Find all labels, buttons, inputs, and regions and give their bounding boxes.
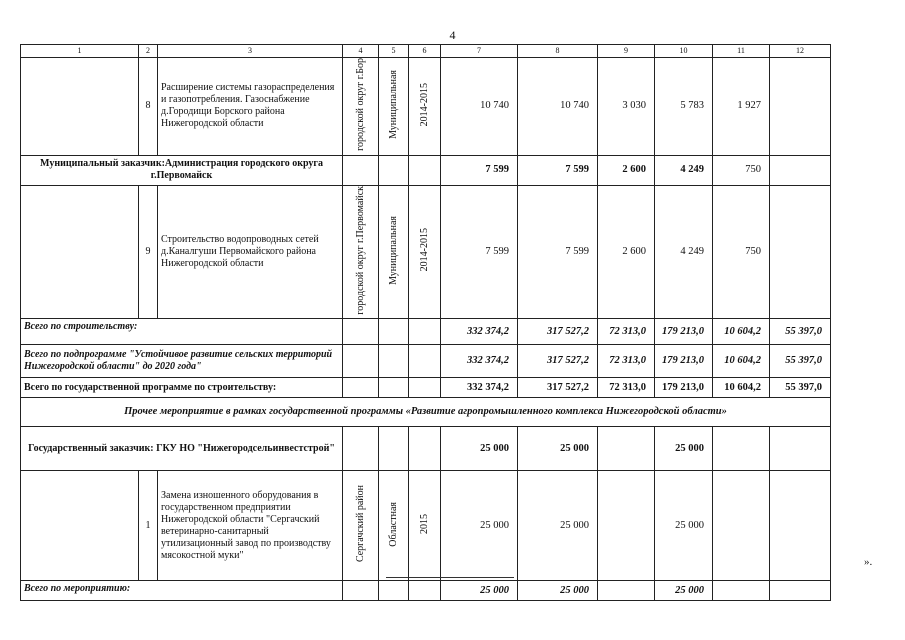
value-col12 xyxy=(770,58,831,156)
territory-text: городской округ г.Бор xyxy=(355,58,366,151)
footer-divider xyxy=(386,577,514,578)
value-col8: 7 599 xyxy=(518,185,598,319)
total-label: Всего по подпрограмме "Устойчивое развитие сельских территорий Нижегородской области" до 2020 года" xyxy=(21,345,343,378)
header-cell: 10 xyxy=(655,45,713,58)
value-col11: 1 927 xyxy=(713,58,770,156)
value-col9: 72 313,0 xyxy=(598,345,655,378)
territory-cell xyxy=(343,185,379,319)
value-col9: 2 600 xyxy=(598,155,655,185)
level-text: Областная xyxy=(388,501,399,547)
empty-cell xyxy=(409,581,441,601)
header-cell: 6 xyxy=(409,45,441,58)
total-label: Всего по мероприятию: xyxy=(21,581,343,601)
level-cell xyxy=(379,471,409,581)
level-text: Муниципальная xyxy=(388,69,399,139)
value-col12: 55 397,0 xyxy=(770,319,831,345)
empty-cell xyxy=(343,155,379,185)
years-text: 2014-2015 xyxy=(419,82,430,127)
value-col9: 2 600 xyxy=(598,185,655,319)
years-text: 2015 xyxy=(419,513,430,534)
total-label: Всего по строительству: xyxy=(21,319,343,345)
end-mark: ». xyxy=(864,556,873,568)
value-col8: 25 000 xyxy=(518,471,598,581)
empty-cell xyxy=(343,378,379,398)
total-row xyxy=(21,581,831,601)
territory-cell xyxy=(343,58,379,156)
customer-row xyxy=(21,155,831,185)
empty-cell xyxy=(409,427,441,471)
row-number: 1 xyxy=(139,471,158,581)
value-col7: 332 374,2 xyxy=(441,345,518,378)
value-col7: 25 000 xyxy=(441,471,518,581)
header-cell: 3 xyxy=(158,45,343,58)
years-cell xyxy=(409,58,441,156)
empty-cell xyxy=(21,185,139,319)
value-col9: 72 313,0 xyxy=(598,378,655,398)
value-col7: 7 599 xyxy=(441,185,518,319)
empty-cell xyxy=(379,427,409,471)
value-col7: 332 374,2 xyxy=(441,319,518,345)
value-col7: 25 000 xyxy=(441,427,518,471)
value-col11: 750 xyxy=(713,185,770,319)
empty-cell xyxy=(409,155,441,185)
table-row xyxy=(21,471,831,581)
empty-cell xyxy=(409,345,441,378)
header-cell: 5 xyxy=(379,45,409,58)
header-cell: 4 xyxy=(343,45,379,58)
empty-cell xyxy=(343,319,379,345)
value-col11: 10 604,2 xyxy=(713,319,770,345)
program-table xyxy=(20,44,831,601)
empty-cell xyxy=(379,319,409,345)
empty-cell xyxy=(379,345,409,378)
total-row xyxy=(21,319,831,345)
header-cell: 8 xyxy=(518,45,598,58)
value-col11 xyxy=(713,427,770,471)
section-title: Прочее мероприятие в рамках государственной программы «Развитие агропромышленного комплекса Нижегородской области» xyxy=(21,398,831,427)
object-description: Замена изношенного оборудования в государственном предприятии Нижегородской области "Сергачский ветеринарно-санитарный утилизационный завод по производству мясокостной муки" xyxy=(158,471,343,581)
total-row xyxy=(21,378,831,398)
value-col8: 25 000 xyxy=(518,581,598,601)
table-row xyxy=(21,58,831,156)
header-cell: 2 xyxy=(139,45,158,58)
value-col12: 55 397,0 xyxy=(770,345,831,378)
value-col10: 4 249 xyxy=(655,155,713,185)
header-row xyxy=(21,45,831,58)
empty-cell xyxy=(21,471,139,581)
value-col9: 3 030 xyxy=(598,58,655,156)
level-cell xyxy=(379,58,409,156)
value-col9 xyxy=(598,581,655,601)
value-col9: 72 313,0 xyxy=(598,319,655,345)
customer-row xyxy=(21,427,831,471)
empty-cell xyxy=(343,581,379,601)
value-col12 xyxy=(770,581,831,601)
value-col9 xyxy=(598,471,655,581)
header-cell: 1 xyxy=(21,45,139,58)
value-col10: 179 213,0 xyxy=(655,345,713,378)
empty-cell xyxy=(21,58,139,156)
value-col10: 4 249 xyxy=(655,185,713,319)
object-description: Строительство водопроводных сетей д.Каналгуши Первомайского района Нижегородской области xyxy=(158,185,343,319)
value-col12 xyxy=(770,155,831,185)
territory-text: городской округ г.Первомайск xyxy=(355,185,366,315)
object-description: Расширение системы газораспределения и газопотребления. Газоснабжение д.Городищи Борского района Нижегородской области xyxy=(158,58,343,156)
level-cell xyxy=(379,185,409,319)
value-col10: 179 213,0 xyxy=(655,319,713,345)
header-cell: 7 xyxy=(441,45,518,58)
years-cell xyxy=(409,471,441,581)
customer-label: Муниципальный заказчик:Администрация городского округа г.Первомайск xyxy=(21,155,343,185)
value-col8: 10 740 xyxy=(518,58,598,156)
empty-cell xyxy=(409,319,441,345)
value-col7: 25 000 xyxy=(441,581,518,601)
territory-text: Сергачский район xyxy=(355,485,366,563)
value-col10: 5 783 xyxy=(655,58,713,156)
total-row xyxy=(21,345,831,378)
empty-cell xyxy=(379,378,409,398)
empty-cell xyxy=(343,345,379,378)
empty-cell xyxy=(343,427,379,471)
header-cell: 12 xyxy=(770,45,831,58)
value-col8: 317 527,2 xyxy=(518,345,598,378)
value-col8: 7 599 xyxy=(518,155,598,185)
level-text: Муниципальная xyxy=(388,215,399,285)
value-col12: 55 397,0 xyxy=(770,378,831,398)
empty-cell xyxy=(379,581,409,601)
value-col10: 25 000 xyxy=(655,427,713,471)
value-col8: 317 527,2 xyxy=(518,319,598,345)
section-row xyxy=(21,398,831,427)
table-row xyxy=(21,185,831,319)
value-col7: 7 599 xyxy=(441,155,518,185)
value-col11 xyxy=(713,581,770,601)
page-number: 4 xyxy=(449,28,456,42)
years-text: 2014-2015 xyxy=(419,228,430,272)
value-col12 xyxy=(770,185,831,319)
customer-label: Государственный заказчик: ГКУ НО "Нижегородсельинвестстрой" xyxy=(21,427,343,471)
row-number: 8 xyxy=(139,58,158,156)
value-col10: 179 213,0 xyxy=(655,378,713,398)
value-col11 xyxy=(713,471,770,581)
value-col11: 10 604,2 xyxy=(713,345,770,378)
value-col8: 25 000 xyxy=(518,427,598,471)
value-col7: 332 374,2 xyxy=(441,378,518,398)
value-col9 xyxy=(598,427,655,471)
value-col10: 25 000 xyxy=(655,581,713,601)
value-col11: 10 604,2 xyxy=(713,378,770,398)
value-col11: 750 xyxy=(713,155,770,185)
years-cell xyxy=(409,185,441,319)
territory-cell xyxy=(343,471,379,581)
empty-cell xyxy=(409,378,441,398)
value-col12 xyxy=(770,427,831,471)
value-col10: 25 000 xyxy=(655,471,713,581)
value-col8: 317 527,2 xyxy=(518,378,598,398)
row-number: 9 xyxy=(139,185,158,319)
total-label: Всего по государственной программе по строительству: xyxy=(21,378,343,398)
header-cell: 9 xyxy=(598,45,655,58)
value-col12 xyxy=(770,471,831,581)
value-col7: 10 740 xyxy=(441,58,518,156)
empty-cell xyxy=(379,155,409,185)
header-cell: 11 xyxy=(713,45,770,58)
